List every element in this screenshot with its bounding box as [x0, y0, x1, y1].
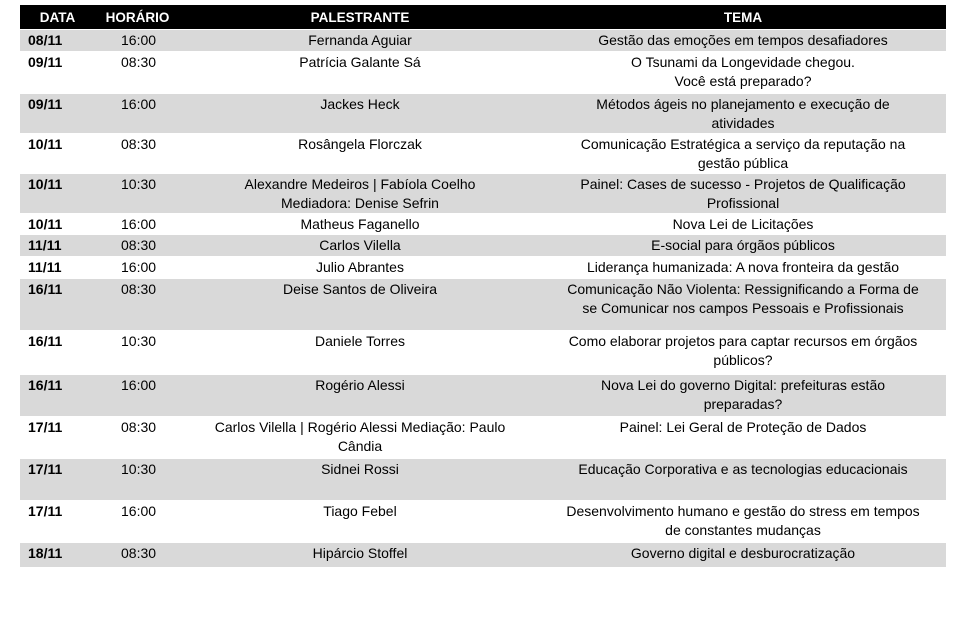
- cell-date: 09/11: [20, 52, 95, 94]
- cell-topic: [540, 331, 946, 375]
- cell-time: 08:30: [95, 134, 180, 174]
- speaker-line: Matheus Faganello: [300, 216, 420, 232]
- cell-date: 11/11: [20, 257, 95, 279]
- cell-time: 08:30: [95, 235, 180, 257]
- table-row: [20, 235, 946, 257]
- topic-line: Governo digital e desburocratização: [630, 545, 856, 561]
- topic-line: O Tsunami da Longevidade chegou.: [631, 54, 855, 70]
- cell-topic: [540, 235, 946, 257]
- speaker-line: Daniele Torres: [314, 333, 405, 349]
- table-body: [20, 30, 946, 567]
- cell-time: 08:30: [95, 417, 180, 459]
- speaker-line: Carlos Vilella | Rogério Alessi Mediação: Paulo: [214, 419, 506, 435]
- header-time: HORÁRIO: [95, 5, 180, 30]
- cell-date: 17/11: [20, 501, 95, 543]
- table-row: [20, 52, 946, 94]
- cell-topic: [540, 417, 946, 459]
- topic-line: Educação Corporativa e as tecnologias educacionais: [578, 461, 908, 477]
- topic-line: Nova Lei de Licitações: [672, 216, 814, 232]
- speaker-line: Patrícia Galante Sá: [299, 54, 421, 70]
- speaker-line: Rogério Alessi: [315, 377, 405, 393]
- cell-topic: [540, 501, 946, 543]
- speaker-line: Cândia: [337, 438, 383, 454]
- table-row: [20, 174, 946, 214]
- topic-line: Profissional: [706, 195, 780, 211]
- topic-line: Como elaborar projetos para captar recursos em órgãos: [568, 333, 918, 349]
- cell-topic: [540, 543, 946, 567]
- cell-speaker: [180, 417, 540, 459]
- speaker-line: Alexandre Medeiros | Fabíola Coelho: [244, 176, 476, 192]
- cell-speaker: [180, 94, 540, 134]
- cell-time: 16:00: [95, 30, 180, 52]
- cell-topic: [540, 134, 946, 174]
- cell-date: 16/11: [20, 375, 95, 417]
- cell-speaker: [180, 214, 540, 235]
- topic-line: de constantes mudanças: [665, 522, 821, 538]
- topic-line: atividades: [711, 115, 775, 131]
- cell-speaker: [180, 543, 540, 567]
- table-row: [20, 30, 946, 52]
- table-row: [20, 375, 946, 417]
- cell-date: 11/11: [20, 235, 95, 257]
- cell-date: 10/11: [20, 214, 95, 235]
- topic-line: Você está preparado?: [674, 73, 812, 89]
- cell-time: 08:30: [95, 52, 180, 94]
- cell-speaker: [180, 174, 540, 214]
- header-topic: TEMA: [540, 5, 946, 30]
- cell-topic: [540, 94, 946, 134]
- cell-speaker: [180, 459, 540, 501]
- cell-date: 10/11: [20, 134, 95, 174]
- cell-speaker: [180, 30, 540, 52]
- header-speaker: PALESTRANTE: [180, 5, 540, 30]
- topic-line: públicos?: [713, 352, 773, 368]
- cell-date: 17/11: [20, 459, 95, 501]
- cell-time: 16:00: [95, 257, 180, 279]
- topic-line: se Comunicar nos campos Pessoais e Profissionais: [582, 300, 904, 316]
- topic-line: Painel: Lei Geral de Proteção de Dados: [619, 419, 867, 435]
- speaker-line: Mediadora: Denise Sefrin: [281, 195, 439, 211]
- cell-speaker: [180, 134, 540, 174]
- cell-topic: [540, 174, 946, 214]
- cell-date: 16/11: [20, 331, 95, 375]
- table-row: [20, 331, 946, 375]
- topic-line: Comunicação Não Violenta: Ressignificando a Forma de: [567, 281, 919, 297]
- cell-speaker: [180, 279, 540, 331]
- topic-line: Liderança humanizada: A nova fronteira da gestão: [586, 259, 900, 275]
- cell-date: 17/11: [20, 417, 95, 459]
- cell-speaker: [180, 52, 540, 94]
- topic-line: Métodos ágeis no planejamento e execução de: [596, 96, 890, 112]
- speaker-line: Jackes Heck: [320, 96, 400, 112]
- speaker-line: Hipárcio Stoffel: [312, 545, 408, 561]
- cell-time: 08:30: [95, 279, 180, 331]
- cell-topic: [540, 375, 946, 417]
- cell-date: 08/11: [20, 30, 95, 52]
- speaker-line: Carlos Vilella: [319, 237, 401, 253]
- cell-time: 10:30: [95, 331, 180, 375]
- topic-line: preparadas?: [703, 396, 783, 412]
- speaker-line: Sidnei Rossi: [321, 461, 399, 477]
- speaker-line: Fernanda Aguiar: [308, 32, 412, 48]
- speaker-line: Rosângela Florczak: [298, 136, 422, 152]
- cell-time: 16:00: [95, 501, 180, 543]
- topic-line: E-social para órgãos públicos: [651, 237, 835, 253]
- topic-line: Nova Lei do governo Digital: prefeituras estão: [600, 377, 886, 393]
- table-row: [20, 501, 946, 543]
- schedule-sheet: [20, 5, 946, 567]
- header-row: [20, 5, 946, 30]
- table-row: [20, 134, 946, 174]
- cell-date: 16/11: [20, 279, 95, 331]
- topic-line: Desenvolvimento humano e gestão do stress em tempos: [566, 503, 920, 519]
- cell-speaker: [180, 235, 540, 257]
- cell-topic: [540, 52, 946, 94]
- cell-topic: [540, 30, 946, 52]
- topic-line: Comunicação Estratégica a serviço da reputação na: [580, 136, 906, 152]
- table-row: [20, 543, 946, 567]
- cell-time: 10:30: [95, 459, 180, 501]
- cell-topic: [540, 459, 946, 501]
- schedule-table: [20, 5, 946, 567]
- cell-time: 16:00: [95, 375, 180, 417]
- cell-date: 09/11: [20, 94, 95, 134]
- cell-time: 16:00: [95, 94, 180, 134]
- table-row: [20, 94, 946, 134]
- header-date: DATA: [20, 5, 95, 30]
- cell-time: 10:30: [95, 174, 180, 214]
- cell-topic: [540, 257, 946, 279]
- table-row: [20, 279, 946, 331]
- topic-line: Painel: Cases de sucesso - Projetos de Qualificação: [580, 176, 906, 192]
- cell-speaker: [180, 375, 540, 417]
- cell-date: 10/11: [20, 174, 95, 214]
- table-header: [20, 5, 946, 30]
- cell-speaker: [180, 331, 540, 375]
- table-row: [20, 459, 946, 501]
- table-row: [20, 214, 946, 235]
- topic-line: gestão pública: [697, 155, 789, 171]
- cell-speaker: [180, 501, 540, 543]
- cell-time: 08:30: [95, 543, 180, 567]
- cell-speaker: [180, 257, 540, 279]
- cell-topic: [540, 214, 946, 235]
- cell-date: 18/11: [20, 543, 95, 567]
- table-row: [20, 417, 946, 459]
- topic-line: Gestão das emoções em tempos desafiadores: [598, 32, 888, 48]
- table-row: [20, 257, 946, 279]
- cell-topic: [540, 279, 946, 331]
- speaker-line: Deise Santos de Oliveira: [282, 281, 438, 297]
- speaker-line: Julio Abrantes: [316, 259, 404, 275]
- cell-time: 16:00: [95, 214, 180, 235]
- speaker-line: Tiago Febel: [323, 503, 397, 519]
